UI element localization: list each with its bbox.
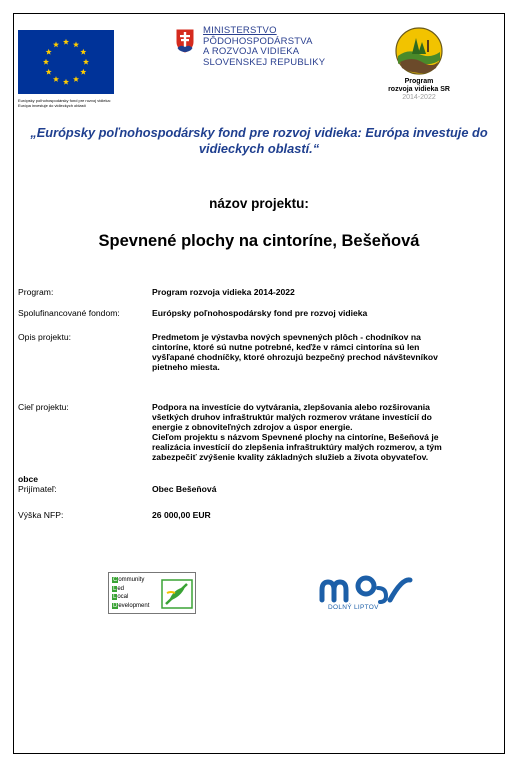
clld-logo: Community Led Local Development [108,572,196,614]
leader-emblem-icon [161,579,193,609]
ministry-name: MINISTERSTVO PÔDOHOSPODÁRSTVA A ROZVOJA VIDIEKA SLOVENSKEJ REPUBLIKY [203,25,326,68]
fund-value: Európsky poľnohospodársky fond pre rozvoj vidieka [152,308,368,318]
description-label: Opis projektu: [18,332,72,342]
mas-caption: DOLNÝ LIPTOV [328,604,379,611]
fund-label: Spolufinancované fondom: [18,308,120,318]
mas-dolny-liptov-logo [314,572,424,614]
rural-development-program-logo [394,26,444,76]
mas-wordmark-icon [314,572,424,604]
slogan: „Európsky poľnohospodársky fond pre rozvoj vidieka: Európa investuje do vidieckych oblastí.“ [30,125,488,156]
project-name: Spevnené plochy na cintoríne, Bešeňová [98,232,420,250]
program-value: Program rozvoja vidieka 2014-2022 [152,287,295,297]
goal-value: Podpora na investície do vytvárania, zlepšovania alebo rozširovania všetkých druhov infraštruktúr malých rozmerov vrátane investícií do energie z obnoviteľných zdrojov a úspor energie. Cieľom projektu s názvom Spevnené plochy na cintoríne, Bešeňová je realizácia investícií do zlepšenia infraštruktúry malých rozmerov, a tým zabezpečiť zvýšenie kvality základných služieb a života obyvateľov. [152,402,442,462]
obce-label: obce [18,474,39,484]
goal-label: Cieľ projektu: [18,402,69,412]
eu-flag-icon [18,30,114,94]
program-logo-caption: Program rozvoja vidieka SR 2014-2022 [388,78,450,101]
program-label: Program: [18,287,54,297]
recipient-value: Obec Bešeňová [152,484,217,494]
amount-value: 26 000,00 EUR [152,510,211,520]
amount-label: Výška NFP: [18,510,64,520]
description-value: Predmetom je výstavba nových spevnených plôch - chodníkov na cintoríne, ktoré sú nutne potrebné, keďže v rámci cintorína sú len vyšľapané chodníčky, ktoré ohrozujú bezpečný prechod návštevníkov pietneho miesta. [152,332,438,372]
slovak-coat-of-arms-icon [175,28,195,54]
eu-caption: Európsky poľnohospodársky fond pre rozvoj vidieka: Európa investuje do vidieckych oblastí [18,98,111,108]
project-label: názov projektu: [209,196,309,211]
recipient-label: Prijímateľ: [18,484,57,494]
